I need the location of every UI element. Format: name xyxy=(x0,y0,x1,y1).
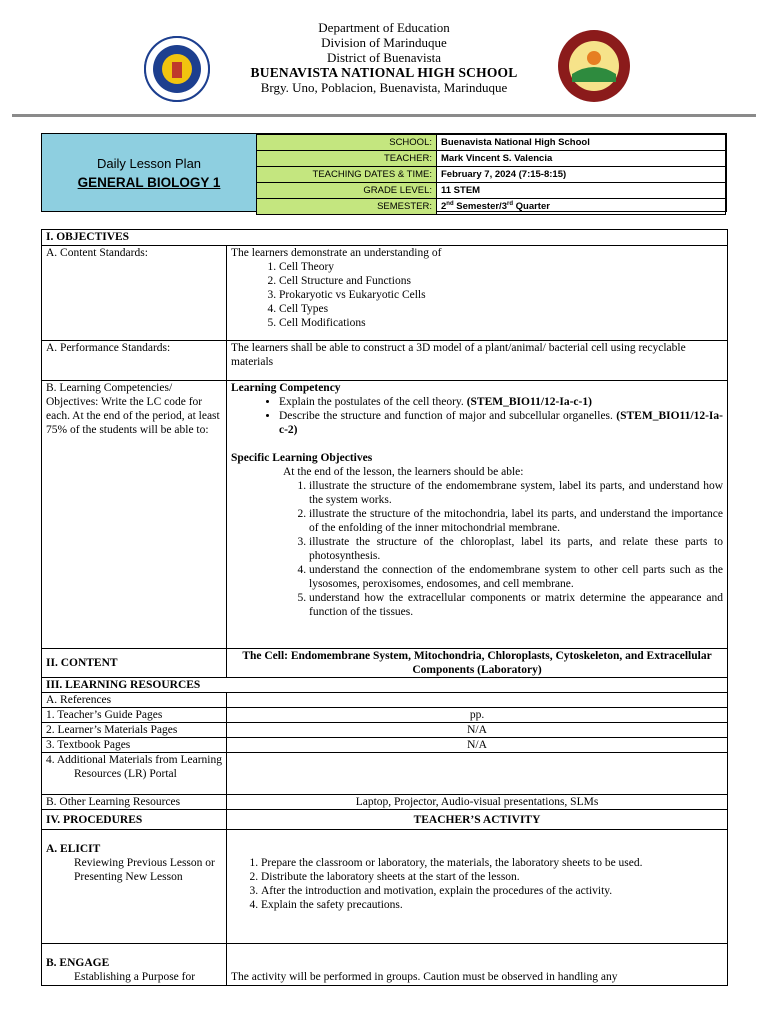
list-item: 4. understand the connection of the endomembrane system to other cell parts such as the lysosomes, peroxisomes, endosomes, and cell membrane. xyxy=(309,563,723,591)
content-standards xyxy=(227,246,728,341)
list-item: 2. Distribute the laboratory sheets at the start of the lesson. xyxy=(261,870,723,884)
list-item: 5. Cell Modifications xyxy=(279,316,723,330)
engage-subtitle: Establishing a Purpose for xyxy=(74,971,196,983)
semester-part: Semester/3 xyxy=(453,201,507,213)
lc-code: (STEM_BIO11/12-Ia-c-1) xyxy=(466,396,592,408)
learning-competencies xyxy=(227,381,728,649)
engage-title: B. ENGAGE xyxy=(46,957,110,969)
performance-standards: The learners shall be able to construct a 3D model of a plant/animal/ bacterial cell using recyclable materials xyxy=(227,341,728,381)
semester-sup: rd xyxy=(506,200,513,207)
list-item xyxy=(279,409,723,437)
row-value: N/A xyxy=(227,738,728,753)
slo-heading: Specific Learning Objectives xyxy=(231,452,373,464)
info-label: TEACHER: xyxy=(257,151,437,167)
info-value: February 7, 2024 (7:15-8:15) xyxy=(437,167,726,183)
row-label: B. Learning Competencies/ Objectives: Write the LC code for each. At the end of the period, at least 75% of the students will be able to: xyxy=(42,381,227,649)
info-row xyxy=(257,183,726,199)
list-item: 1. illustrate the structure of the endomembrane system, label its parts, and understand how the system works. xyxy=(309,479,723,507)
engage-activity: The activity will be performed in groups. Caution must be observed in handling any xyxy=(227,944,728,986)
semester-sup: nd xyxy=(446,200,454,207)
row-label: A. Performance Standards: xyxy=(42,341,227,381)
section-heading: I. OBJECTIVES xyxy=(42,230,728,246)
plan-title: Daily Lesson Plan xyxy=(96,156,202,171)
row-label: A. References xyxy=(42,693,227,708)
elicit-label xyxy=(42,830,227,944)
list-item: 3. Prokaryotic vs Eukaryotic Cells xyxy=(279,288,723,302)
engage-label xyxy=(42,944,227,986)
section-heading: III. LEARNING RESOURCES xyxy=(42,678,728,693)
info-label: GRADE LEVEL: xyxy=(257,183,437,199)
info-value: Mark Vincent S. Valencia xyxy=(437,151,726,167)
row-label: 1. Teacher’s Guide Pages xyxy=(42,708,227,723)
header-line-1: Department of Education xyxy=(318,20,450,35)
teacher-activity-heading: TEACHER’S ACTIVITY xyxy=(227,810,728,830)
list-item: 3. After the introduction and motivation, explain the procedures of the activity. xyxy=(261,884,723,898)
list-item xyxy=(279,395,723,409)
info-label: SCHOOL: xyxy=(257,135,437,151)
semester-part: 2 xyxy=(441,201,447,213)
slo-intro: At the end of the lesson, the learners should be able: xyxy=(283,466,524,478)
list-item: 5. understand how the extracellular components or matrix determine the appearance and function of the tissues. xyxy=(309,591,723,619)
lc-heading: Learning Competency xyxy=(231,382,341,394)
list-item: 3. illustrate the structure of the chloroplast, label its parts, and relate these parts to photosynthesis. xyxy=(309,535,723,563)
list-item: 2. illustrate the structure of the mitochondria, label its parts, and understand the importance of the enfolding of the inner mitochondrial membrane. xyxy=(309,507,723,535)
list-item: 1. Prepare the classroom or laboratory, the materials, the laboratory sheets to be used. xyxy=(261,856,723,870)
lc-text: Describe the structure and function of major and subcellular organelles. xyxy=(279,410,617,422)
elicit-title: A. ELICIT xyxy=(46,843,101,855)
row-label: A. Content Standards: xyxy=(42,246,227,341)
list-item: 4. Cell Types xyxy=(279,302,723,316)
list-item: 2. Cell Structure and Functions xyxy=(279,274,723,288)
lc-text: Explain the postulates of the cell theory. xyxy=(279,396,467,408)
row-value: Laptop, Projector, Audio-visual presentations, SLMs xyxy=(227,795,728,810)
row-label: 3. Textbook Pages xyxy=(42,738,227,753)
row-value: N/A xyxy=(227,723,728,738)
school-name: BUENAVISTA NATIONAL HIGH SCHOOL xyxy=(250,65,518,80)
info-value: Buenavista National High School xyxy=(437,135,726,151)
plan-subject: GENERAL BIOLOGY 1 xyxy=(77,175,221,190)
row-value: pp. xyxy=(227,708,728,723)
semester-value xyxy=(437,199,726,215)
info-value: 11 STEM xyxy=(437,183,726,199)
row-label: 2. Learner’s Materials Pages xyxy=(42,723,227,738)
lesson-plan-table xyxy=(41,229,728,986)
row-value xyxy=(227,693,728,708)
info-row xyxy=(257,199,726,215)
elicit-subtitle: Reviewing Previous Lesson or Presenting New Lesson xyxy=(74,857,215,883)
header-divider xyxy=(12,114,756,117)
letterhead xyxy=(0,20,768,95)
row-label xyxy=(42,753,227,795)
header-line-3: District of Buenavista xyxy=(326,50,442,65)
info-label: TEACHING DATES & TIME: xyxy=(257,167,437,183)
list-item: 1. Cell Theory xyxy=(279,260,723,274)
school-address: Brgy. Uno, Poblacion, Buenavista, Marinduque xyxy=(260,80,508,95)
list-item: 4. Explain the safety precautions. xyxy=(261,898,723,912)
info-row xyxy=(257,167,726,183)
row-value xyxy=(227,753,728,795)
info-row xyxy=(257,135,726,151)
lesson-info-table xyxy=(41,133,727,212)
info-label: SEMESTER: xyxy=(257,199,437,215)
content-intro: The learners demonstrate an understanding of xyxy=(231,247,442,259)
info-row xyxy=(257,151,726,167)
semester-part: Quarter xyxy=(512,201,550,213)
row-label-text: 4. Additional Materials from Learning Resources (LR) Portal xyxy=(46,754,222,780)
lc-code: (STEM_BIO11/12-Ia-c-2) xyxy=(279,410,723,436)
header-line-2: Division of Marinduque xyxy=(321,35,447,50)
plan-title-box xyxy=(42,134,257,211)
section-heading: IV. PROCEDURES xyxy=(42,810,227,830)
elicit-activities xyxy=(227,830,728,944)
section-heading: II. CONTENT xyxy=(42,649,227,678)
row-label: B. Other Learning Resources xyxy=(42,795,227,810)
content-text: The Cell: Endomembrane System, Mitochondria, Chloroplasts, Cytoskeleton, and Extracellular Components (Laboratory) xyxy=(227,649,728,678)
